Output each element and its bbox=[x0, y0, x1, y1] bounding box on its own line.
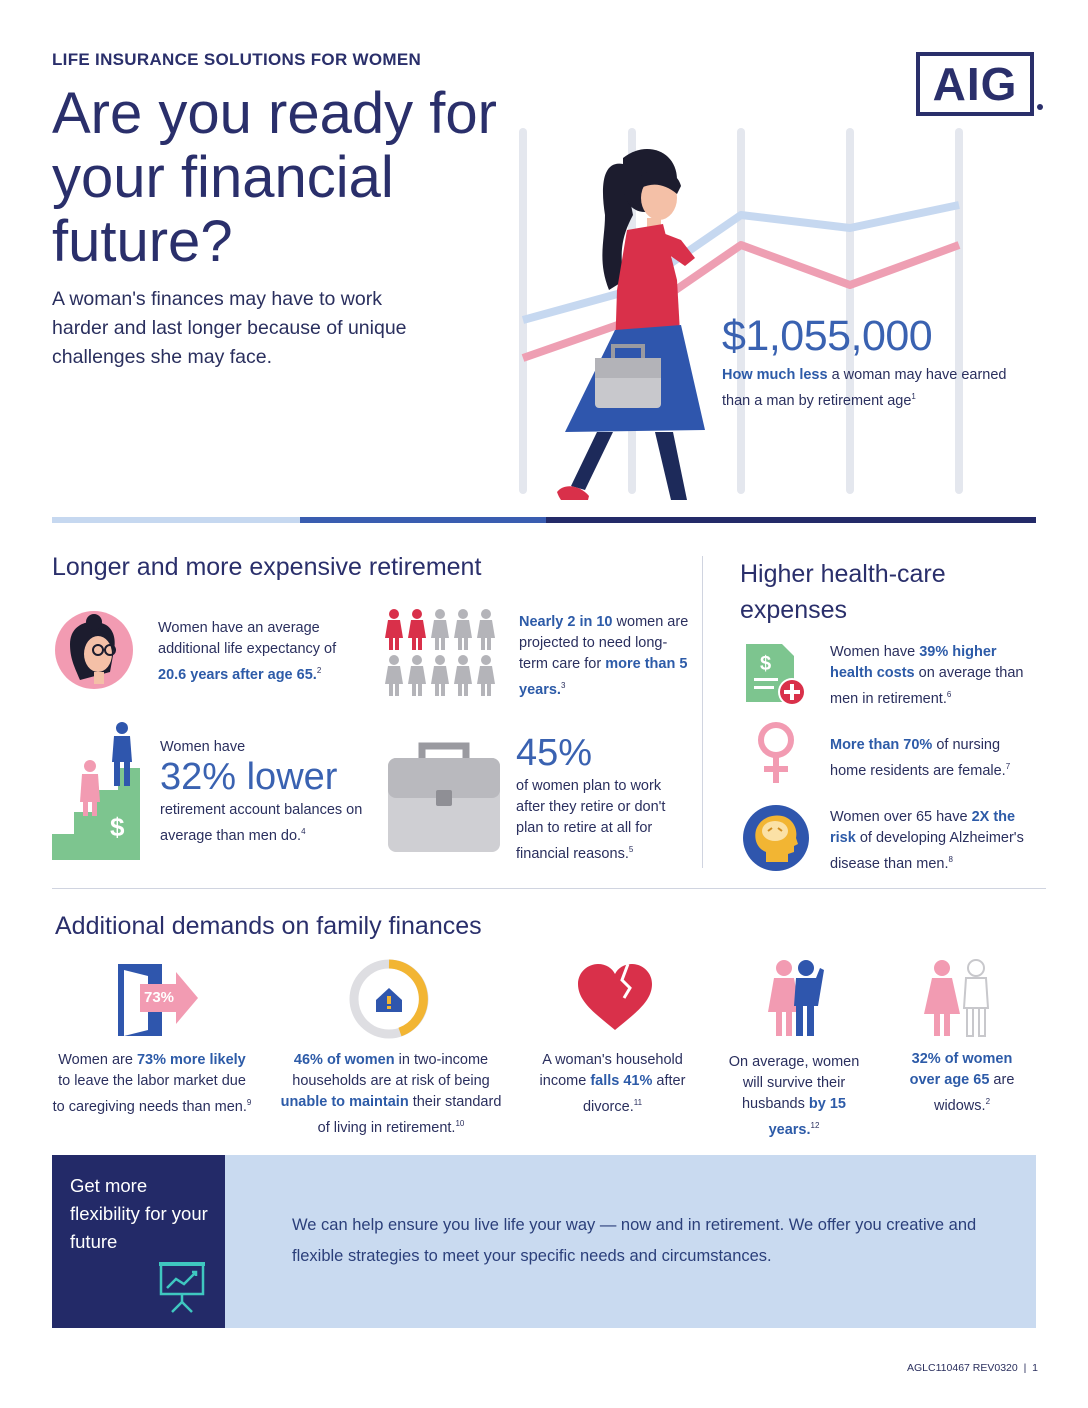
balances-big-stat: 32% lower bbox=[160, 756, 338, 798]
walking-woman-icon bbox=[557, 149, 723, 500]
long-term-care-text: Nearly 2 in 10 women are projected to need long-term care for more than 5 years.$^3$ bbox=[519, 614, 689, 698]
rule-segment-dark bbox=[546, 517, 1036, 523]
person-figure bbox=[431, 609, 449, 650]
rule-segment-light bbox=[52, 517, 300, 523]
hero-illustration bbox=[505, 120, 975, 500]
woman-portrait-icon bbox=[54, 610, 134, 690]
family-item-caregiving: Women are 73% more likely to leave the labor market due to caregiving needs than men.$^9$ bbox=[52, 1052, 252, 1115]
page-title: Are you ready for your financial future? bbox=[52, 81, 497, 274]
door-percent-label: 73% bbox=[144, 989, 175, 1006]
presentation-chart-icon bbox=[158, 1260, 206, 1314]
balances-pre-text: Women have bbox=[160, 739, 246, 755]
person-figure bbox=[477, 655, 495, 696]
aig-logo: AIG bbox=[916, 52, 1034, 116]
health-costs-text: Women have 39% higher health costs on average than men in retirement.$^6$ bbox=[830, 644, 1024, 707]
family-item-widows: 32% of women over age 65 are widows.$^2$ bbox=[909, 1051, 1015, 1114]
chart-gridlines bbox=[523, 132, 959, 490]
person-figure bbox=[408, 609, 426, 650]
family-item-survive: On average, women will survive their husbands by 15 years.$^{12}$ bbox=[728, 1054, 860, 1138]
person-figure bbox=[385, 609, 403, 650]
family-item-two-income: 46% of women in two-income households are at risk of being unable to maintain their standard of living in retirement.$^{10}$ bbox=[280, 1052, 502, 1136]
widow-icon bbox=[922, 958, 996, 1038]
person-figure bbox=[408, 655, 426, 696]
cta-body-text: We can help ensure you live life your way — now and in retirement. We offer you creative and flexible strategies to meet your specific needs and circumstances. bbox=[292, 1216, 977, 1265]
logo-registered-dot bbox=[1037, 104, 1043, 110]
eyebrow-title: LIFE INSURANCE SOLUTIONS FOR WOMEN bbox=[52, 50, 422, 69]
family-item-divorce: A woman's household income falls 41% after divorce.$^{11}$ bbox=[539, 1052, 686, 1115]
work-big-stat: 45% bbox=[516, 732, 593, 774]
hero-stat-value: $1,055,000 bbox=[722, 312, 933, 360]
svg-text:$: $ bbox=[110, 812, 125, 842]
broken-heart-icon bbox=[576, 962, 654, 1032]
brain-head-icon bbox=[742, 804, 810, 872]
female-symbol-icon bbox=[754, 722, 798, 784]
section-title-retirement: Longer and more expensive retirement bbox=[52, 553, 482, 581]
footer: AGLC110467 REV0320 | 1 bbox=[907, 1362, 1038, 1374]
section-title-health: Higher health-care expenses bbox=[740, 560, 946, 624]
health-bill-icon bbox=[746, 640, 808, 708]
section-divider-horizontal bbox=[52, 888, 1046, 889]
rule-segment-mid bbox=[300, 517, 546, 523]
alzheimers-text: Women over 65 have 2X the risk of developing Alzheimer's disease than men.$^8$ bbox=[830, 809, 1024, 872]
house-ring-icon bbox=[348, 958, 430, 1040]
couple-icon bbox=[766, 958, 826, 1038]
nursing-home-text: More than 70% of nursing home residents are female.$^7$ bbox=[830, 737, 1011, 779]
hero-stat-description: How much less a woman may have earned than a man by retirement age$^1$ bbox=[722, 367, 1007, 409]
svg-text:$: $ bbox=[760, 653, 772, 675]
person-figure bbox=[431, 655, 449, 696]
life-expectancy-text: Women have an average additional life expectancy of 20.6 years after age 65.$^2$ bbox=[158, 620, 337, 683]
balances-post-text: retirement account balances on average than men do.$^4$ bbox=[160, 802, 363, 844]
work-post-text: of women plan to work after they retire or don't plan to retire at all for financial reasons.$^5$ bbox=[516, 778, 666, 862]
person-figure bbox=[454, 655, 472, 696]
section-divider-vertical bbox=[702, 556, 703, 868]
section-title-family: Additional demands on family finances bbox=[55, 912, 482, 940]
stairs-people-icon bbox=[52, 722, 144, 862]
page-subtitle: A woman's finances may have to work harder and last longer because of unique challenges she may face. bbox=[52, 288, 407, 368]
person-figure bbox=[385, 655, 403, 696]
person-figure bbox=[454, 609, 472, 650]
briefcase-icon bbox=[388, 742, 500, 854]
page-number: 1 bbox=[1032, 1362, 1038, 1374]
person-figure bbox=[477, 609, 495, 650]
document-code: AGLC110467 REV0320 bbox=[907, 1362, 1018, 1374]
cta-heading: Get more flexibility for your future bbox=[70, 1175, 208, 1252]
people-grid-icon bbox=[383, 608, 499, 698]
